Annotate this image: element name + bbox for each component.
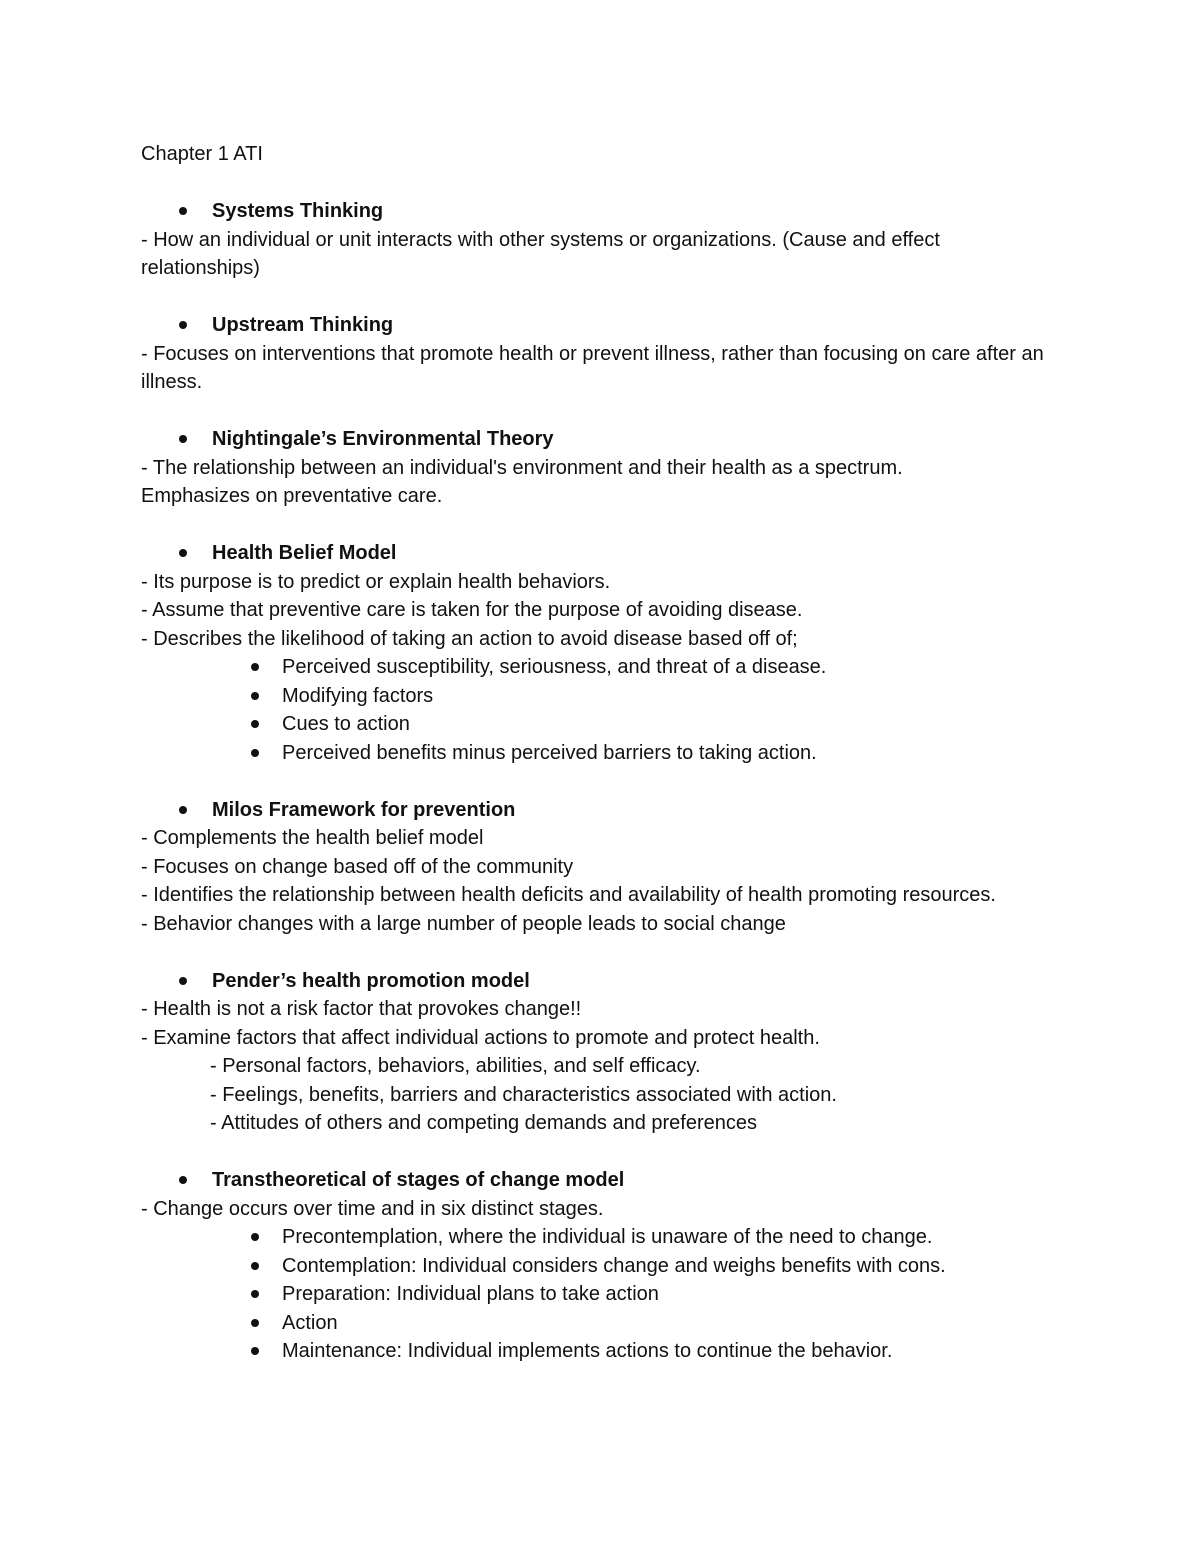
body-line: - Identifies the relationship between health deficits and availability of health promoting resources. xyxy=(141,884,996,906)
bullet-icon xyxy=(251,1262,259,1270)
body-line: - Its purpose is to predict or explain health behaviors. xyxy=(141,570,611,593)
list-item-text: Modifying factors xyxy=(282,684,434,707)
section-heading xyxy=(141,967,1061,996)
list-item xyxy=(141,1280,1061,1309)
bullet-icon xyxy=(179,549,187,557)
body-line: - How an individual or unit interacts with other systems or organizations. (Cause and effect relationships) xyxy=(141,228,940,279)
section-heading-text: Upstream Thinking xyxy=(212,314,394,336)
bullet-icon xyxy=(179,977,187,985)
list-item-text: Action xyxy=(282,1311,338,1334)
bullet-icon xyxy=(251,720,259,728)
body-line: - Change occurs over time and in six distinct stages. xyxy=(141,1197,604,1220)
bullet-icon xyxy=(251,1347,259,1355)
section-upstream-thinking xyxy=(141,311,1061,397)
list-item xyxy=(141,1252,1061,1281)
body-line: - The relationship between an individual's environment and their health as a spectrum. xyxy=(141,456,903,479)
section-heading-text: Health Belief Model xyxy=(212,542,397,564)
list-item xyxy=(141,1337,1061,1366)
bullet-icon xyxy=(179,806,187,814)
body-line: - Describes the likelihood of taking an action to avoid disease based off of; xyxy=(141,627,798,650)
section-heading-text: Milos Framework for prevention xyxy=(212,798,516,821)
section-heading-text: Transtheoretical of stages of change model xyxy=(212,1169,625,1191)
section-transtheoretical-model xyxy=(141,1166,1061,1366)
list-item-text: Precontemplation, where the individual is unaware of the need to change. xyxy=(282,1226,933,1248)
body-line: - Behavior changes with a large number of people leads to social change xyxy=(141,912,786,935)
list-item-text: Contemplation: Individual considers change and weighs benefits with cons. xyxy=(282,1254,946,1277)
bullet-icon xyxy=(179,207,187,215)
section-heading xyxy=(141,539,1061,568)
list-item xyxy=(141,710,1061,739)
body-line: Emphasizes on preventative care. xyxy=(141,485,443,507)
document-page xyxy=(141,140,1061,1394)
list-item-text: Perceived benefits minus perceived barriers to taking action. xyxy=(282,741,817,764)
body-line: - Assume that preventive care is taken for the purpose of avoiding disease. xyxy=(141,599,803,621)
section-heading xyxy=(141,796,1061,825)
section-heading xyxy=(141,197,1061,226)
section-heading-text: Nightingale’s Environmental Theory xyxy=(212,428,554,450)
section-heading xyxy=(141,1166,1061,1195)
section-heading-text: Pender’s health promotion model xyxy=(212,969,530,992)
indented-line: - Attitudes of others and competing demands and preferences xyxy=(210,1112,758,1134)
body-line: - Complements the health belief model xyxy=(141,827,484,849)
section-milos-framework xyxy=(141,796,1061,939)
list-item xyxy=(141,1223,1061,1252)
list-item xyxy=(141,653,1061,682)
body-line: - Focuses on interventions that promote health or prevent illness, rather than focusing on care after an illness. xyxy=(141,342,1044,393)
bullet-icon xyxy=(179,435,187,443)
bullet-icon xyxy=(251,749,259,757)
bullet-icon xyxy=(251,1290,259,1298)
section-heading xyxy=(141,311,1061,340)
section-health-belief-model xyxy=(141,539,1061,767)
document-title: Chapter 1 ATI xyxy=(141,143,263,165)
list-item xyxy=(141,682,1061,711)
indented-line: - Feelings, benefits, barriers and characteristics associated with action. xyxy=(210,1083,837,1106)
bullet-icon xyxy=(251,1319,259,1327)
section-heading xyxy=(141,425,1061,454)
list-item-text: Preparation: Individual plans to take action xyxy=(282,1283,659,1305)
indented-line: - Personal factors, behaviors, abilities, and self efficacy. xyxy=(210,1055,701,1077)
bullet-icon xyxy=(251,1233,259,1241)
bullet-icon xyxy=(251,663,259,671)
section-heading-text: Systems Thinking xyxy=(212,200,384,222)
list-item-text: Cues to action xyxy=(282,713,410,735)
section-pender-model xyxy=(141,967,1061,1138)
section-systems-thinking xyxy=(141,197,1061,283)
bullet-icon xyxy=(179,1176,187,1184)
body-line: - Examine factors that affect individual actions to promote and protect health. xyxy=(141,1026,820,1049)
body-line: - Health is not a risk factor that provokes change!! xyxy=(141,998,582,1020)
bullet-icon xyxy=(179,321,187,329)
list-item xyxy=(141,1309,1061,1338)
list-item-text: Maintenance: Individual implements actions to continue the behavior. xyxy=(282,1340,893,1362)
list-item-text: Perceived susceptibility, seriousness, and threat of a disease. xyxy=(282,656,827,678)
list-item xyxy=(141,739,1061,768)
bullet-icon xyxy=(251,692,259,700)
section-nightingale xyxy=(141,425,1061,511)
body-line: - Focuses on change based off of the community xyxy=(141,855,574,878)
